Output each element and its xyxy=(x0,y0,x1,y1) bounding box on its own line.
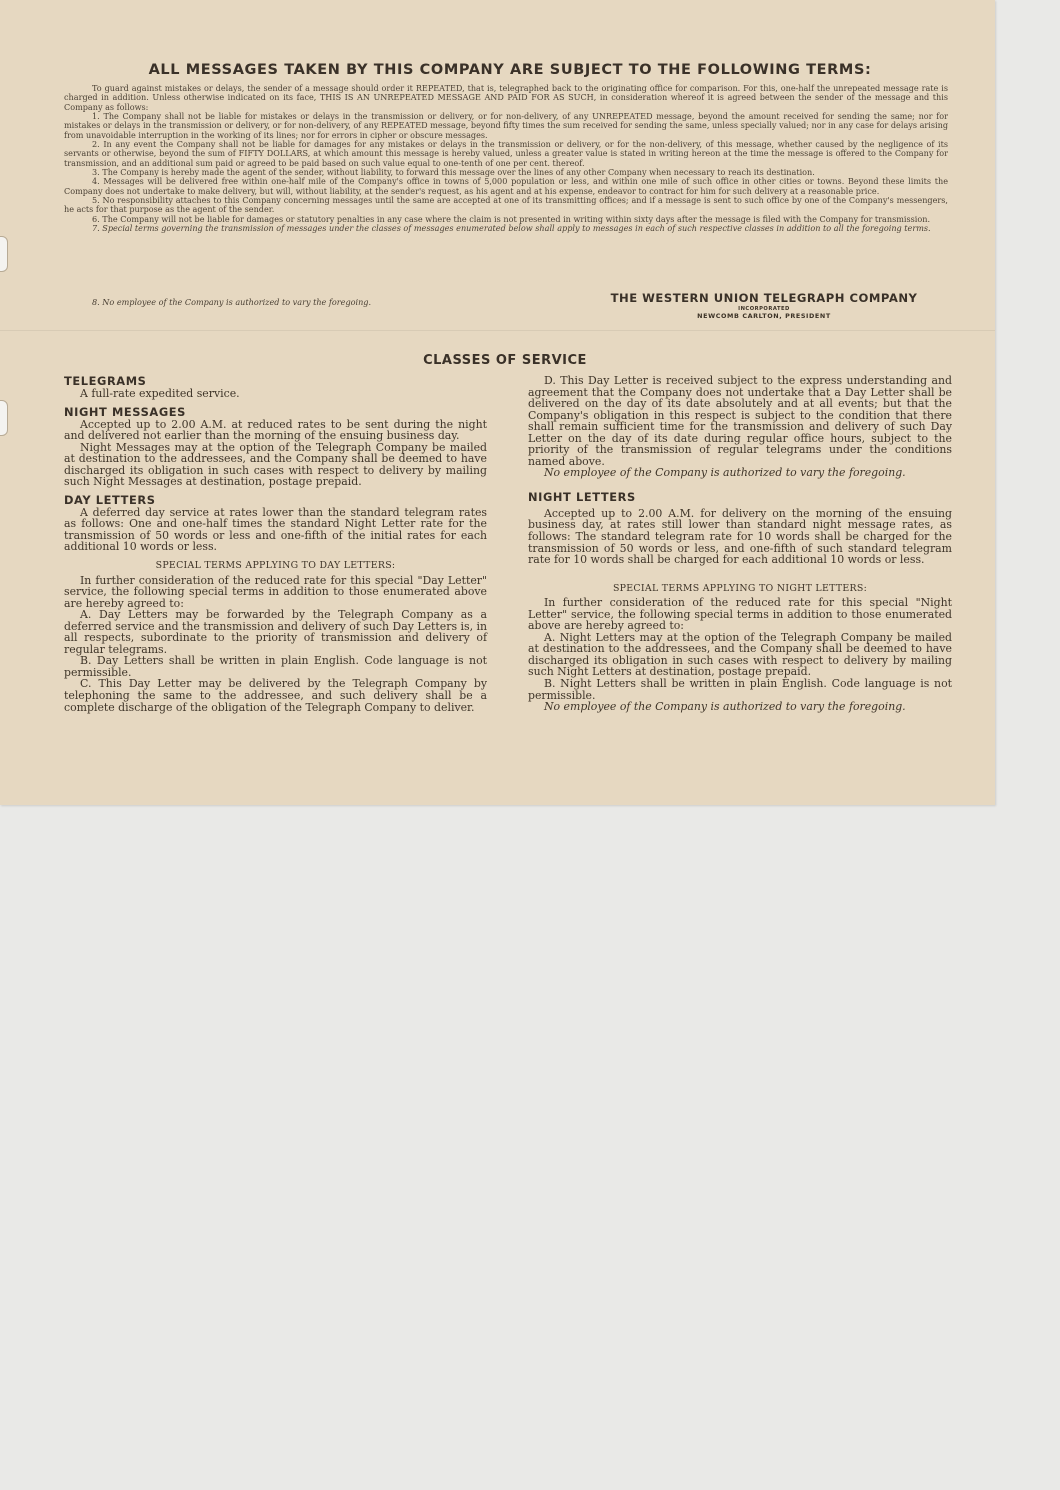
binding-hole xyxy=(0,236,8,272)
day-letters-heading: DAY LETTERS xyxy=(64,492,156,507)
night-letters-heading: NIGHT LETTERS xyxy=(528,489,636,504)
night-letters-a: A. Night Letters may at the option of the Telegraph Company be mailed at destination to the addressees, and the Company shall be deemed to have discharged its obligation in such cases with respect to delivery by mailing such Night Letters at destination, postage prepaid. xyxy=(528,630,952,679)
day-letters-b: B. Day Letters shall be written in plain English. Code language is not permissible. xyxy=(64,654,487,679)
night-letters-special-title: SPECIAL TERMS APPLYING TO NIGHT LETTERS: xyxy=(612,582,868,594)
term-3: 3. The Company is hereby made the agent of the sender, without liability, to forward this message over the lines of any other Company when necessary to reach its destination. xyxy=(92,167,815,178)
term-7: 7. Special terms governing the transmission of messages under the classes of messages enumerated below shall apply to messages in each of such respective classes in addition to all the foregoing terms. xyxy=(92,223,931,234)
telegrams-text: A full-rate expedited service. xyxy=(80,387,240,400)
term-4: 4. Messages will be delivered free within one-half mile of the Company's office in towns of 5,000 population or less, and within one mile of such office in other cities or towns. Beyond these limits the Company does not undertake to make delivery, but will, without liability, at the sender's request, as his agent and at his expense, endeavor to contract for him for such delivery at a reasonable price. xyxy=(64,176,948,196)
company-president: NEWCOMB CARLTON, PRESIDENT xyxy=(697,312,831,320)
day-letters-d: D. This Day Letter is received subject to the express understanding and agreement that the Company does not undertake that a Day Letter shall be delivered on the day of its date absolutely and at all events; but that the Company's obligation in this respect is subject to the condition that there shall remain sufficient time for the transmission and delivery of such Day Letter on the day of its date during regular office hours, subject to the priority of the transmission of regular telegrams under the conditions named above. xyxy=(528,374,952,468)
term-2: 2. In any event the Company shall not be liable for damages for any mistakes or delays in the transmission or delivery, or for the non-delivery, of this message, whether caused by the negligence of its servants or otherwise, beyond the sum of FIFTY DOLLARS, at which amount this message is hereby valued, unless a greater value is stated in writing hereon at the time the message is offered to the Company for transmission, and an additional sum paid or agreed to be paid based on such value equal to one-tenth of one per cent. thereof. xyxy=(64,139,948,168)
night-messages-p2: Night Messages may at the option of the Telegraph Company be mailed at destination to the addressees, and the Company shall be deemed to have discharged its obligation in such cases with respect to delivery by mailing such Night Messages at destination, postage prepaid. xyxy=(64,440,487,489)
night-letters-p2: In further consideration of the reduced rate for this special "Night Letter" service, the following special terms in addition to those enumerated above are hereby agreed to: xyxy=(528,596,952,633)
day-letters-note: No employee of the Company is authorized to vary the foregoing. xyxy=(544,466,906,480)
day-letters-p1: A deferred day service at rates lower than the standard telegram rates as follows: One and one-half times the standard Night Letter rate for the transmission of 50 words or less and one-fifth of the initial rates for each additional 10 words or less. xyxy=(64,505,487,554)
company-signature xyxy=(580,291,948,320)
terms-intro: To guard against mistakes or delays, the sender of a message should order it REPEATED, that is, telegraphed back to the originating office for comparison. For this, one-half the unrepeated message rate is charged in addition. Unless otherwise indicated on its face, THIS IS AN UNREPEATED MESSAGE AND PAID FOR AS SUCH, in consideration whereof it is agreed between the sender of the message and this Company as follows: xyxy=(64,83,948,112)
day-letters-c: C. This Day Letter may be delivered by the Telegraph Company by telephoning the same to the addressee, and such delivery shall be a complete discharge of the obligation of the Telegraph Company to deliver. xyxy=(64,677,487,714)
classes-title: CLASSES OF SERVICE xyxy=(423,353,587,368)
night-letters-p1: Accepted up to 2.00 A.M. for delivery on the morning of the ensuing business day, at rates still lower than standard night message rates, as follows: The standard telegram rate for 10 words shall be charged for the transmission of 50 words or less, and one-fifth of such standard telegram rate for 10 words shall be charged for each additional 10 words or less. xyxy=(528,506,952,567)
terms-title: ALL MESSAGES TAKEN BY THIS COMPANY ARE SUBJECT TO THE FOLLOWING TERMS: xyxy=(148,62,872,78)
fold-line xyxy=(0,330,995,331)
binding-hole xyxy=(0,400,8,436)
night-letters-note: No employee of the Company is authorized to vary the foregoing. xyxy=(544,700,906,714)
telegrams-heading: TELEGRAMS xyxy=(64,374,147,388)
night-letters-b: B. Night Letters shall be written in plain English. Code language is not permissible. xyxy=(528,677,952,702)
term-5: 5. No responsibility attaches to this Company concerning messages until the same are accepted at one of its transmitting offices; and if a message is sent to such office by one of the Company's messengers, he acts for that purpose as the agent of the sender. xyxy=(64,195,948,215)
term-8: 8. No employee of the Company is authorized to vary the foregoing. xyxy=(92,297,372,307)
company-name: THE WESTERN UNION TELEGRAPH COMPANY xyxy=(610,291,918,305)
day-letters-a: A. Day Letters may be forwarded by the Telegraph Company as a deferred service and the transmission and delivery of such Day Letters is, in all respects, subordinate to the priority of transmission and delivery of regular telegrams. xyxy=(64,608,487,656)
night-messages-heading: NIGHT MESSAGES xyxy=(64,404,186,419)
classes-right-column xyxy=(528,375,952,713)
company-incorporated: INCORPORATED xyxy=(738,306,790,312)
day-letters-special-title: SPECIAL TERMS APPLYING TO DAY LETTERS: xyxy=(155,560,396,572)
day-letters-p2: In further consideration of the reduced rate for this special "Day Letter" service, the following special terms in addition to those enumerated above are hereby agreed to: xyxy=(64,573,487,610)
terms-block xyxy=(64,84,948,234)
term-6: 6. The Company will not be liable for damages or statutory penalties in any case where the claim is not presented in writing within sixty days after the message is filed with the Company for transmission. xyxy=(92,213,931,224)
classes-left-column xyxy=(64,375,487,713)
night-messages-p1: Accepted up to 2.00 A.M. at reduced rates to be sent during the night and delivered not earlier than the morning of the ensuing business day. xyxy=(64,417,487,443)
term-1: 1. The Company shall not be liable for mistakes or delays in the transmission or delivery, or for non-delivery, of any UNREPEATED message, beyond the amount received for sending the same; nor for mistakes or delays in the transmission or delivery, or for non-delivery, of any REPEATED message, beyond fifty times the sum received for sending the same, unless specially valued; nor in any case for delays arising from unavoidable interruption in the working of its lines; nor for errors in cipher or obscure messages. xyxy=(64,111,948,140)
